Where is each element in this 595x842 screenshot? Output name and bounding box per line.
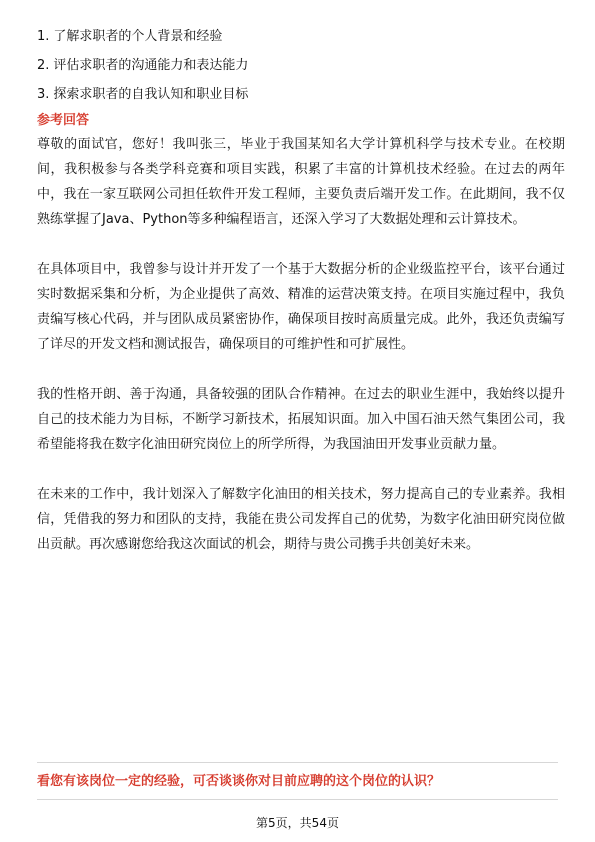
objective-number: 1. [37,29,50,44]
page-number: 第5页，共54页 [256,816,339,830]
objective-text: 评估求职者的沟通能力和表达能力 [53,58,249,73]
objective-item-3 [37,86,565,104]
objective-item-1 [37,28,565,46]
answer-paragraph-2: 在具体项目中，我曾参与设计并开发了一个基于大数据分析的企业级监控平台，该平台通过实时数据采集和分析，为企业提供了高效、精准的运营决策支持。在项目实施过程中，我负责编写核心代码，并与团队成员紧密协作，确保项目按时高质量完成。此外，我还负责编写了详尽的开发文档和测试报告，确保项目的可维护性和可扩展性。 [37,262,565,352]
divider-top [37,762,558,763]
objective-number: 2. [37,58,50,73]
answer-paragraph-1: 尊敬的面试官，您好！我叫张三，毕业于我国某知名大学计算机科学与技术专业。在校期间，我积极参与各类学科竞赛和项目实践，积累了丰富的计算机技术经验。在过去的两年中，我在一家互联网公司担任软件开发工程师，主要负责后端开发工作。在此期间，我不仅熟练掌握了Java、Python等多种编程语言，还深入学习了大数据处理和云计算技术。 [37,137,565,227]
objective-text: 探索求职者的自我认知和职业目标 [53,87,249,102]
answer-paragraph-3: 我的性格开朗、善于沟通，具备较强的团队合作精神。在过去的职业生涯中，我始终以提升自己的技术能力为目标，不断学习新技术，拓展知识面。加入中国石油天然气集团公司，我希望能将我在数字化油田研究岗位上的所学所得，为我国油田开发事业贡献力量。 [37,387,565,452]
objective-text: 了解求职者的个人背景和经验 [53,29,223,44]
objective-item-2 [37,57,565,75]
divider-bottom [37,799,558,800]
page-content [37,28,565,557]
objective-number: 3. [37,87,50,102]
answer-paragraph-4: 在未来的工作中，我计划深入了解数字化油田的相关技术，努力提高自己的专业素养。我相信，凭借我的努力和团队的支持，我能在贵公司发挥自己的优势，为数字化油田研究岗位做出贡献。再次感谢您给我这次面试的机会，期待与贵公司携手共创美好未来。 [37,487,565,552]
next-question: 看您有该岗位一定的经验，可否谈谈你对目前应聘的这个岗位的认识？ [37,774,441,789]
answer-heading: 参考回答 [37,113,90,128]
